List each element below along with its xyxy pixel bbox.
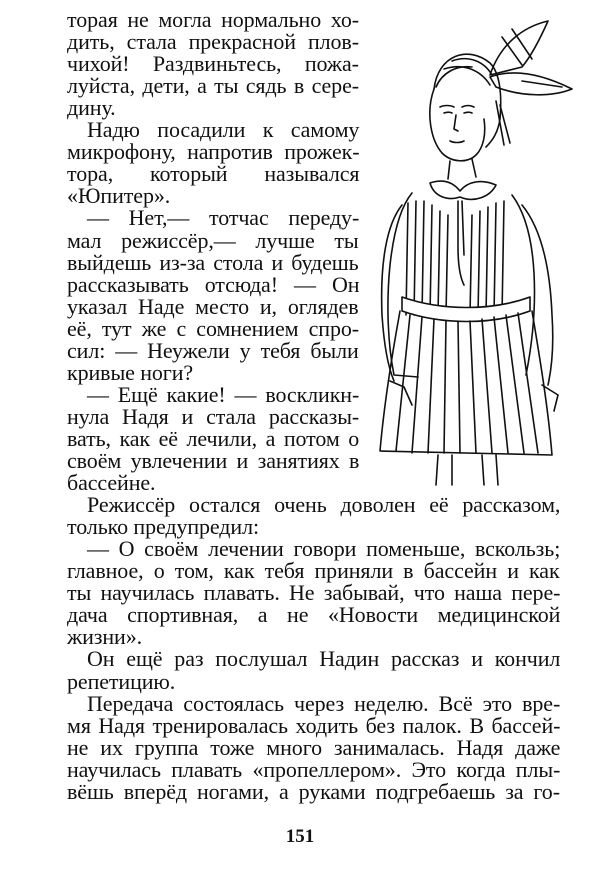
text-line: торая не могла нормально хо- xyxy=(67,7,359,32)
text-line: ты научилась плавать. Не забывай, что наша пере- xyxy=(67,580,561,606)
text-line: кривые ноги? xyxy=(67,359,194,385)
text-line: выйдешь из-за стола и будешь xyxy=(67,249,359,275)
text-line: не их группа тоже много занималась. Надя даже xyxy=(67,734,561,760)
text-line: главное, о том, как тебя приняли в бассейн и как xyxy=(67,558,560,584)
text-line: сил: — Неужели у тебя были xyxy=(67,337,359,363)
text-line: своём увлечении и занятиях в xyxy=(67,448,360,473)
text-line: Он ещё раз послушал Надин рассказ и кончил xyxy=(87,646,561,672)
text-line: Режиссёр остался очень доволен её рассказом, xyxy=(87,492,561,518)
text-line: вать, как её лечили, а потом о xyxy=(67,425,360,451)
text-line: нула Надя и стала рассказы- xyxy=(67,403,360,429)
text-line: луйста, дети, а ты сядь в сере- xyxy=(67,73,359,99)
text-line: «Юпитер». xyxy=(67,183,171,209)
text-line: мал режиссёр,— лучше ты xyxy=(67,227,359,253)
text-line: — О своём лечении говори поменьше, вскользь; xyxy=(87,536,561,562)
page-number: 151 xyxy=(285,826,315,847)
text-line: — Ещё какие! — воскликн- xyxy=(87,381,360,407)
text-line: её, тут же с сомнением спро- xyxy=(67,315,360,341)
text-line: чихой! Раздвиньтесь, пожа- xyxy=(67,51,359,77)
text-line: Передача состоялась через неделю. Всё это вре- xyxy=(87,690,561,716)
text-line: только предупредил: xyxy=(67,514,259,540)
text-line: дача спортивная, а не «Новости медицинской xyxy=(67,602,561,628)
text-line: тора, который назывался xyxy=(67,161,360,187)
text-line: Надю посадили к самому xyxy=(87,117,360,143)
text-line: мя Надя тренировалась ходить без палок. В бассей- xyxy=(67,712,561,738)
text-line: репетицию. xyxy=(67,668,176,694)
girl-illustration xyxy=(372,15,590,487)
text-line: микрофону, напротив прожек- xyxy=(67,139,360,165)
text-line: жизни». xyxy=(67,624,143,650)
text-line: — Нет,— тотчас переду- xyxy=(87,205,360,231)
text-line: бассейне. xyxy=(67,470,156,496)
text-line: вёшь вперёд ногами, а руками подгребаешь за го- xyxy=(67,778,560,804)
text-line: рассказывать отсюда! — Он xyxy=(67,271,360,297)
text-line: дить, стала прекрасной плов- xyxy=(67,29,359,55)
text-line: научилась плавать «пропеллером». Это когда плы- xyxy=(67,756,561,782)
text-line: указал Наде место и, оглядев xyxy=(67,293,359,319)
text-line: дину. xyxy=(67,95,116,121)
